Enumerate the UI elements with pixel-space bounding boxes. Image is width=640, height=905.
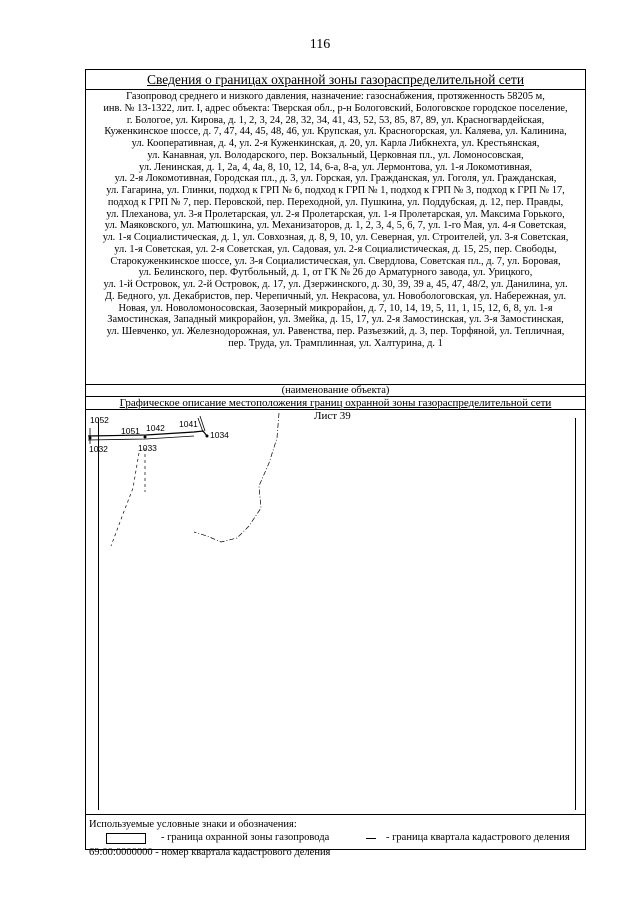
point-label: 1032: [89, 444, 108, 454]
point-label: 1051: [121, 426, 140, 436]
description-line: г. Бологое, ул. Кирова, д. 1, 2, 3, 24, 28, 32, 34, 41, 43, 52, 53, 85, 87, 89, ул. Красногвардейская,: [126, 114, 545, 126]
description-line: ул. Плеханова, ул. 3-я Пролетарская, ул. 2-я Пролетарская, ул. 1-я Пролетарская, ул. Максима Горького,: [106, 208, 565, 220]
description-line: Газопровод среднего и низкого давления, назначение: газоснабжения, протяженность 58205 м,: [126, 91, 545, 102]
zone-boundary-line: [200, 416, 205, 431]
boundary-point: [206, 435, 209, 438]
legend-row: [89, 831, 585, 846]
legend-cadastral-code: 69:00:0000000: [89, 847, 153, 858]
cadastral-boundary-line: [111, 453, 139, 546]
description-line: ул. 2-я Локомотивная, Городская пл., д. 3, ул. Горская, ул. Гражданская, ул. Гоголя, ул. Гражданская,: [114, 173, 557, 185]
zone-boundary-line: [88, 436, 194, 440]
cadastral-boundary-line: [194, 413, 279, 542]
zone-boundary-line: [198, 418, 203, 432]
description-line: ул. Шевченко, ул. Железнодорожная, ул. Равенства, пер. Разъезжий, д. 3, пер. Торфяной, ул. Тепличная,: [106, 326, 565, 337]
object-name-label: (наименование объекта): [86, 384, 585, 397]
description-line: ул. Кооперативная, д. 4, ул. 2-я Куженкинская, д. 20, ул. Карла Либкнехта, ул. Крестьянская,: [131, 138, 540, 149]
object-description: [86, 90, 585, 384]
boundary-point: [144, 436, 147, 439]
description-line: Д. Бедного, ул. Декабристов, пер. Черепичный, ул. Некрасова, ул. Новобологовская, ул. Набережная, ул.: [104, 290, 567, 302]
description-line: пер. Труда, ул. Трамплинная, ул. Халтурина, д. 1: [228, 337, 443, 349]
description-line: ул. Ленинская, д. 1, 2а, 4, 4а, 8, 10, 12, 14, 6-а, 8-а, ул. Лермонтова, ул. 1-я Локомотивная,: [139, 161, 532, 173]
description-line: ул. 1-я Социалистическая, д. 1, ул. Совхозная, д. 8, 9, 10, ул. Северная, ул. Строителей, ул. 3-я Советская,: [102, 232, 569, 243]
description-line: ул. Белинского, пер. Футбольный, д. 1, от ГК № 26 до Арматурного завода, ул. Урицкого,: [138, 267, 533, 279]
graphic-description-title: Графическое описание местоположения границ охранной зоны газораспределительной сети: [86, 397, 585, 410]
point-label: 1041: [179, 419, 198, 429]
description-line: Старокуженкинское шоссе, ул. 3-я Социалистическая, ул. Свердлова, Советская пл., д. 7, ул. Боровая,: [110, 255, 561, 267]
legend-zone-boundary: - граница охранной зоны газопровода: [161, 832, 330, 843]
legend-cadastral-boundary: - граница квартала кадастрового деления: [386, 832, 570, 843]
description-line: ул. Гагарина, ул. Глинки, подход к ГРП № 6, подход к ГРП № 1, подход к ГРП № 3, подход к ГРП № 17,: [106, 185, 565, 196]
page-number: 116: [309, 37, 331, 52]
zone-boundary-symbol: [106, 833, 146, 844]
description-line: ул. 1-й Островок, ул. 2-й Островок, д. 17, ул. Дзержинского, д. 30, 39, 39 а, 45, 47, 48/2, ул. Данилина, ул.: [103, 279, 568, 290]
description-line: ул. Маяковского, ул. Матюшкина, ул. Механизаторов, д. 1, 2, 3, 4, 5, 6, 7, ул. 1-го Мая, ул. 4-я Советская,: [104, 220, 567, 232]
map-sheet: [86, 410, 585, 814]
legend-title: Используемые условные знаки и обозначения:: [89, 819, 297, 830]
legend-cadastral-number: - номер квартала кадастрового деления: [155, 847, 331, 858]
cadastral-boundary-symbol: [366, 838, 376, 839]
document-frame: [85, 69, 586, 858]
legend: [86, 814, 585, 859]
document-title: Сведения о границах охранной зоны газораспределительной сети: [86, 70, 585, 90]
description-line: Замостинская, Западный микрорайон, ул. Змейка, д. 15, 17, ул. 2-я Замостинская, ул. 3-я Замостинская,: [107, 314, 564, 326]
boundary-point: [89, 437, 92, 440]
legend-row: [89, 846, 585, 859]
description-line: ул. Канавная, ул. Володарского, пер. Вокзальный, Церковная пл., ул. Ломоносовская,: [147, 149, 524, 161]
point-label: 1052: [90, 415, 109, 425]
description-line: подход к ГРП № 7, пер. Перовской, пер. Переходной, ул. Пушкина, ул. Поддубская, д. 12, пер. Правды,: [107, 196, 564, 208]
point-label: 1033: [138, 443, 157, 453]
description-line: ул. 1-я Советская, ул. 2-я Советская, ул. Садовая, ул. 2-я Социалистическая, д. 15, 25, пер. Свободы,: [114, 243, 557, 255]
sheet-label: Лист 39: [314, 410, 351, 422]
description-line: инв. № 13-1322, лит. I, адрес объекта: Тверская обл., р-н Бологовский, Бологовское городское поселение,: [103, 102, 568, 114]
description-line: Новая, ул. Новоломоносовская, Заозерный микрорайон, д. 7, 10, 14, 19, 5, 11, 1, 15, 12, 6, 8, ул. 1-я: [118, 302, 553, 314]
point-label: 1042: [146, 423, 165, 433]
description-line: Куженкинское шоссе, д. 7, 47, 44, 45, 48, 46, ул. Крупская, ул. Красногорская, ул. Каляева, ул. Калинина,: [104, 126, 567, 138]
point-label: 1034: [210, 430, 229, 440]
